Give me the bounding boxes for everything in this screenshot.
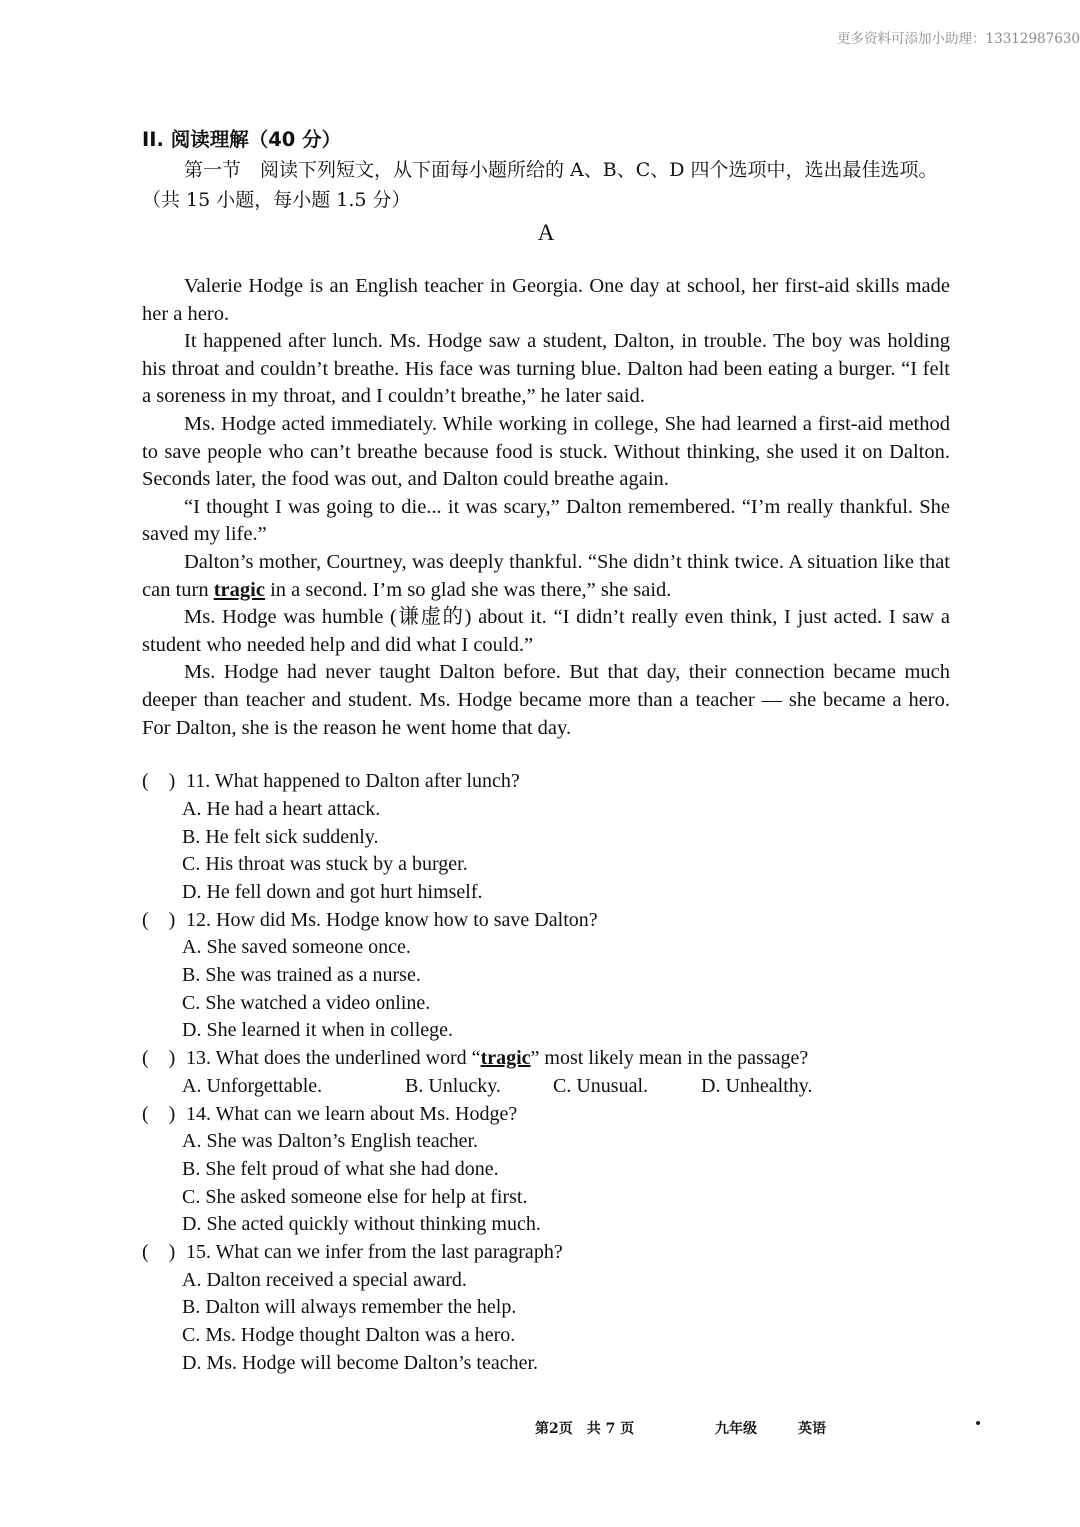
text-run: Dalton’s mother, Courtney, was deeply thankful. “She didn’t think twice. A situation like that can turn	[142, 550, 950, 601]
page-footer	[0, 1418, 1080, 1442]
question-11	[142, 768, 950, 796]
question-option: D. She learned it when in college.	[182, 1019, 454, 1042]
question-list	[142, 768, 950, 1377]
text-run: 13. What does the underlined word “	[186, 1047, 481, 1070]
scan-speck	[976, 1421, 980, 1425]
text-run: ” most likely mean in the passage?	[530, 1047, 809, 1070]
question-stem	[186, 1045, 808, 1073]
section-instructions: 第一节 阅读下列短文，从下面每小题所给的 A、B、C、D 四个选项中，选出最佳选项。（共 15 小题，每小题 1.5 分）	[142, 159, 938, 211]
page-number: 第2页 共 7 页	[535, 1421, 635, 1437]
question-option: B. She felt proud of what she had done.	[182, 1157, 499, 1180]
section-title: II. 阅读理解（40 分）	[142, 128, 342, 151]
answer-blank[interactable]: ( )	[142, 1241, 176, 1264]
answer-blank[interactable]: ( )	[142, 908, 176, 931]
page-content	[142, 125, 950, 1378]
underlined-word: tragic	[213, 578, 265, 601]
question-option: C. She asked someone else for help at first.	[182, 1185, 528, 1208]
passage-text	[142, 273, 950, 742]
question-option: D. Unhealthy.	[701, 1074, 813, 1097]
question-option: B. He felt sick suddenly.	[182, 825, 379, 848]
question-option: A. She was Dalton’s English teacher.	[182, 1130, 479, 1153]
grade-label: 九年级	[715, 1421, 757, 1437]
question-13	[142, 1045, 950, 1073]
question-option: D. Ms. Hodge will become Dalton’s teacher.	[182, 1351, 539, 1374]
subject-label: 英语	[798, 1421, 826, 1437]
question-option: C. His throat was stuck by a burger.	[182, 853, 468, 876]
question-14	[142, 1101, 950, 1129]
answer-blank[interactable]: ( )	[142, 770, 176, 793]
question-option: A. He had a heart attack.	[182, 797, 381, 820]
question-option: B. She was trained as a nurse.	[182, 964, 421, 987]
question-option: B. Dalton will always remember the help.	[182, 1296, 517, 1319]
passage-paragraph	[142, 549, 950, 604]
question-stem: 11. What happened to Dalton after lunch?	[186, 770, 520, 793]
question-option: C. She watched a video online.	[182, 991, 431, 1014]
question-option: A. She saved someone once.	[182, 936, 411, 959]
underlined-word: tragic	[480, 1047, 531, 1070]
question-option: C. Unusual.	[553, 1074, 648, 1097]
question-stem: 15. What can we infer from the last paragraph?	[186, 1241, 563, 1264]
answer-blank[interactable]: ( )	[142, 1102, 176, 1125]
passage-paragraph: “I thought I was going to die... it was scary,” Dalton remembered. “I’m really thankful. She saved my life.”	[142, 495, 950, 546]
question-option: A. Unforgettable.	[182, 1074, 323, 1097]
question-option: D. He fell down and got hurt himself.	[182, 880, 483, 903]
passage-paragraph: Valerie Hodge is an English teacher in Georgia. One day at school, her first-aid skills made her a hero.	[142, 275, 950, 325]
passage-paragraph: Ms. Hodge had never taught Dalton before. But that day, their connection became much deeper than teacher and student. Ms. Hodge became more than a teacher — she became a hero. For Dalton, she is the reason he went home that day.	[142, 661, 950, 739]
question-option: C. Ms. Hodge thought Dalton was a hero.	[182, 1324, 516, 1347]
question-options-row	[142, 1073, 950, 1101]
text-run: in a second. I’m so glad she was there,” she said.	[264, 578, 672, 601]
passage-paragraph: Ms. Hodge was humble (谦虚的) about it. “I didn’t really even think, I just acted. I saw a student who needed help and did what I could.”	[142, 606, 950, 656]
question-option: B. Unlucky.	[405, 1074, 501, 1097]
passage-paragraph: It happened after lunch. Ms. Hodge saw a student, Dalton, in trouble. The boy was holding his throat and couldn’t breathe. His face was turning blue. Dalton had been eating a burger. “I felt a soreness in my throat, and I couldn’t breathe,” he later said.	[142, 330, 950, 408]
question-15	[142, 1239, 950, 1267]
question-stem: 12. How did Ms. Hodge know how to save Dalton?	[186, 908, 598, 931]
passage-paragraph: Ms. Hodge acted immediately. While working in college, She had learned a first-aid method to save people who can’t breathe because food is stuck. Without thinking, she used it on Dalton. Seconds later, the food was out, and Dalton could breathe again.	[142, 412, 950, 491]
watermark-text: 更多资料可添加小助理：13312987630	[837, 31, 1080, 47]
question-12	[142, 907, 950, 935]
question-option: A. Dalton received a special award.	[182, 1268, 467, 1291]
passage-letter: A	[537, 220, 555, 245]
question-option: D. She acted quickly without thinking much.	[182, 1213, 541, 1236]
answer-blank[interactable]: ( )	[142, 1047, 176, 1070]
question-stem: 14. What can we learn about Ms. Hodge?	[186, 1102, 518, 1125]
